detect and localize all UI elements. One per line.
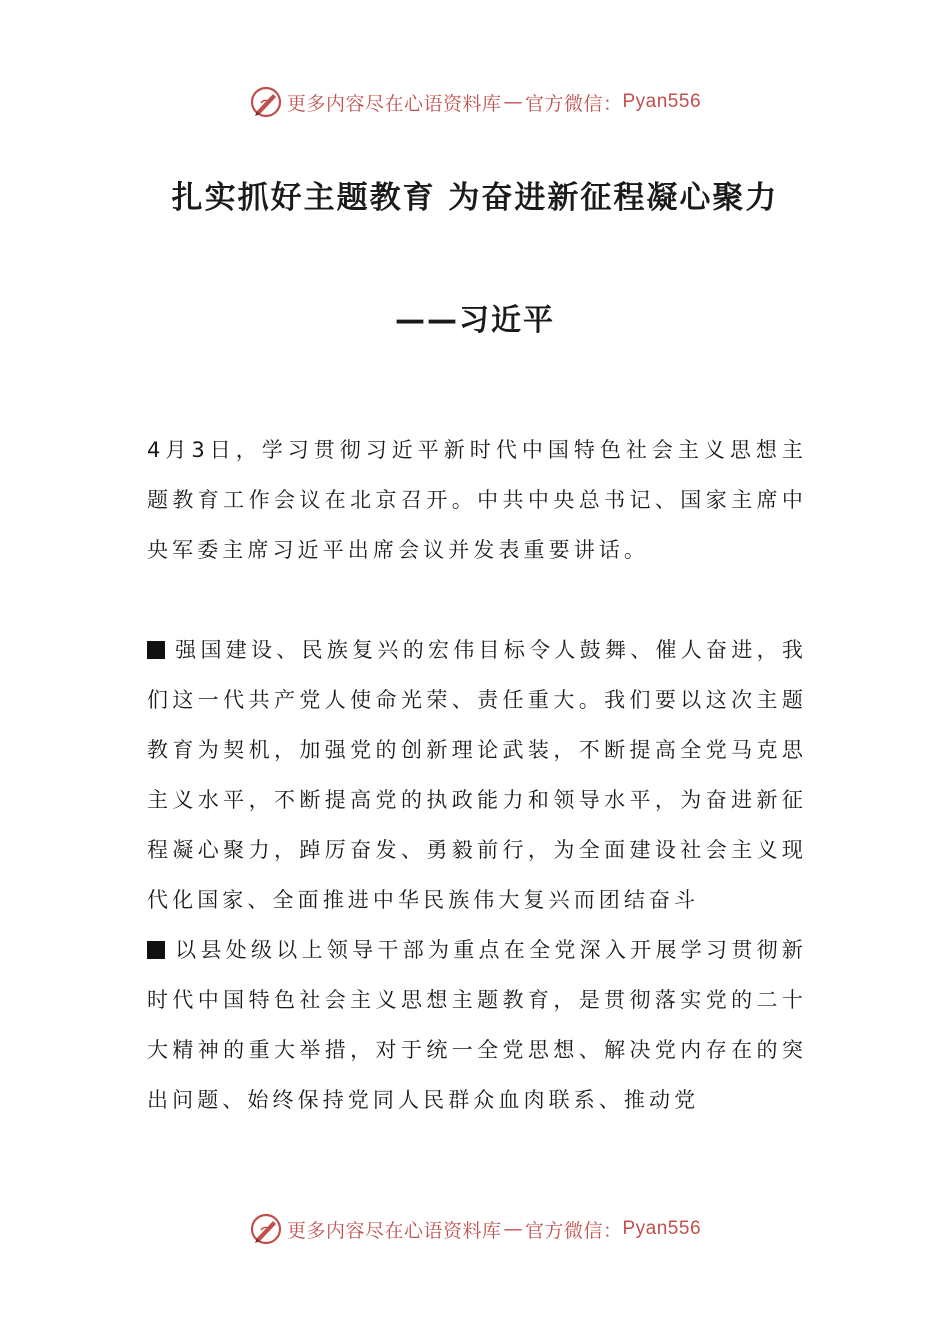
watermark-wechat-id: Pyan556: [622, 1218, 702, 1239]
watermark-wechat-label: 官方微信：: [524, 1219, 623, 1242]
watermark-wechat-label: 官方微信：: [524, 92, 623, 115]
square-bullet-icon: [147, 641, 165, 659]
document-title: 扎实抓好主题教育 为奋进新征程凝心聚力: [171, 180, 779, 216]
bullet-paragraph: [147, 625, 807, 925]
bullet-text: 以县处级以上领导干部为重点在全党深入开展学习贯彻新时代中国特色社会主义思想主题教育，是贯彻落实党的二十大精神的重大举措，对于统一全党思想、解决党内存在的突出问题、始终保持党同人民群众血肉联系、推动党: [147, 938, 807, 1112]
lead-paragraph: 4月3日，学习贯彻习近平新时代中国特色社会主义思想主题教育工作会议在北京召开。中共中央总书记、国家主席中央军委主席习近平出席会议并发表重要讲话。: [147, 438, 807, 562]
pen-logo-icon: [249, 1212, 283, 1246]
watermark-text: 更多内容尽在心语资料库: [286, 1219, 502, 1242]
document-author: ——习近平: [395, 303, 555, 338]
watermark-wechat-id: Pyan556: [622, 91, 702, 112]
document-body: [147, 425, 807, 1125]
watermark-header: [0, 82, 950, 122]
pen-logo-icon: [249, 85, 283, 119]
watermark-text: 更多内容尽在心语资料库: [286, 92, 502, 115]
bullet-paragraph: [147, 925, 807, 1125]
watermark-separator: —: [503, 1218, 523, 1240]
watermark-separator: —: [503, 91, 523, 113]
watermark-footer: [0, 1209, 950, 1249]
bullet-text: 强国建设、民族复兴的宏伟目标令人鼓舞、催人奋进，我们这一代共产党人使命光荣、责任重大。我们要以这次主题教育为契机，加强党的创新理论武装，不断提高全党马克思主义水平，不断提高党的执政能力和领导水平，为奋进新征程凝心聚力，踔厉奋发、勇毅前行，为全面建设社会主义现代化国家、全面推进中华民族伟大复兴而团结奋斗: [147, 638, 807, 912]
square-bullet-icon: [147, 941, 165, 959]
